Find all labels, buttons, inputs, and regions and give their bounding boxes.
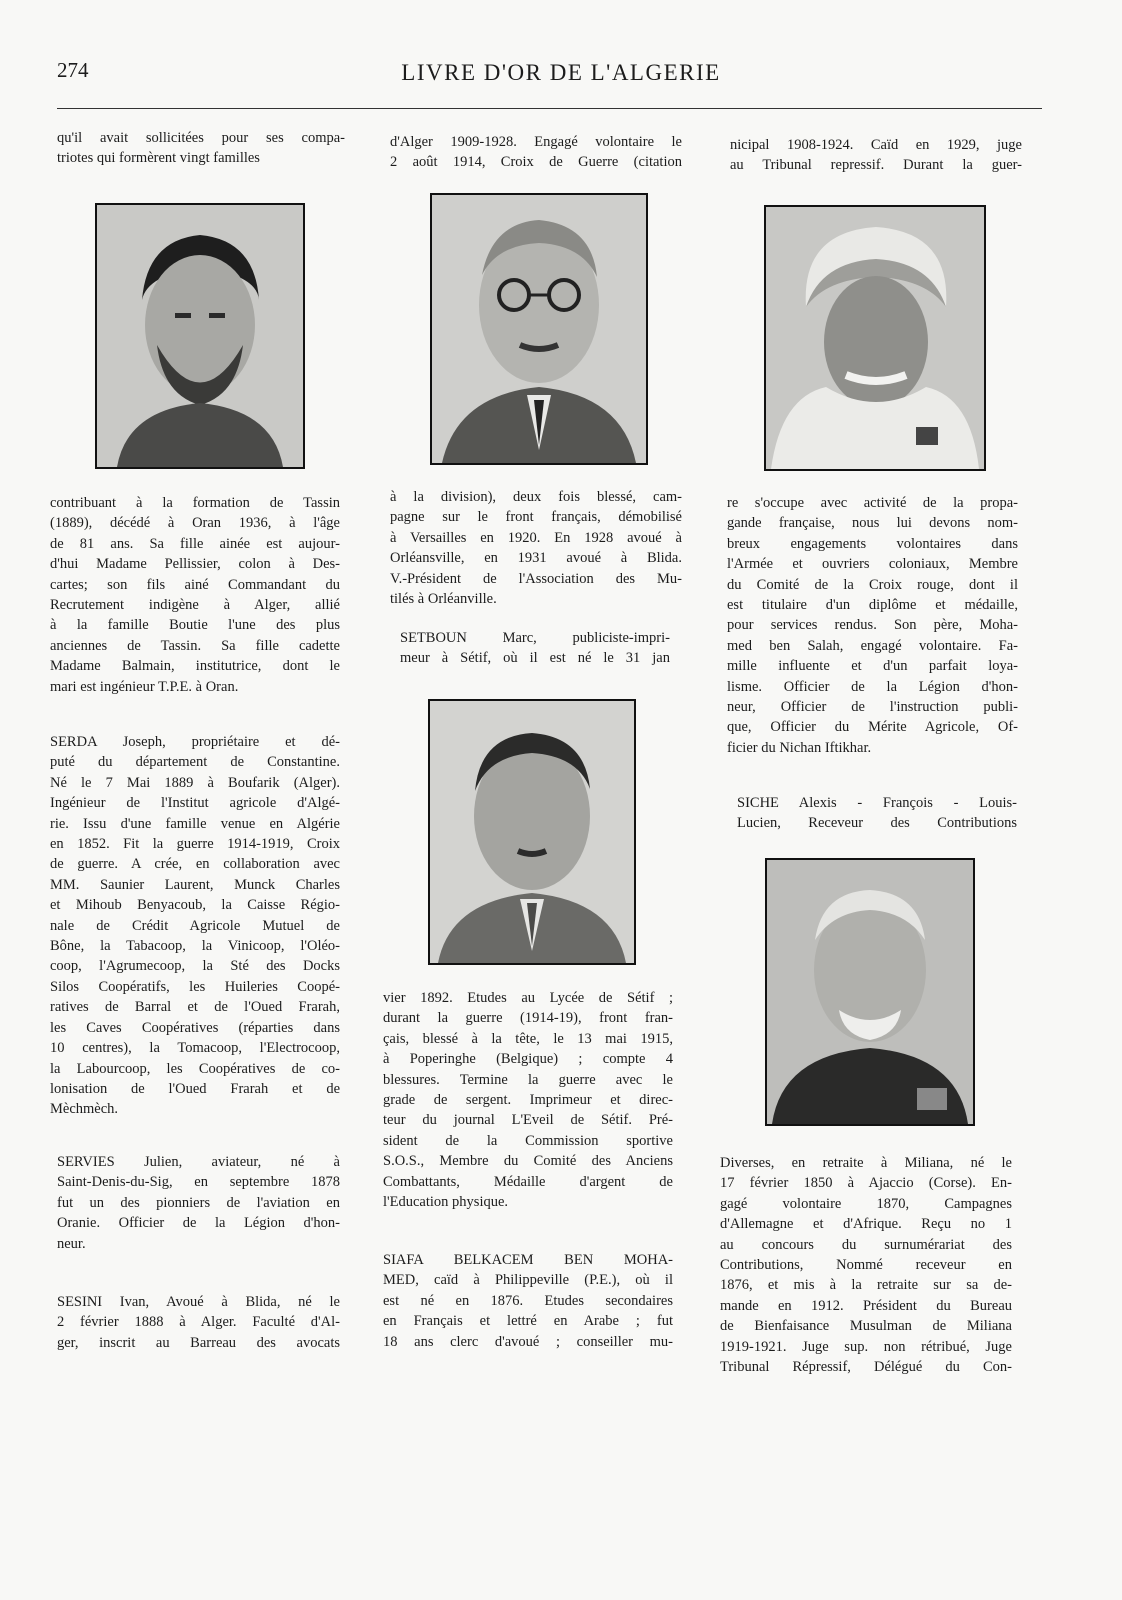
text-line: mille influente et d'un parfait loya-	[727, 658, 1018, 675]
text-line: la Labourcoop, les Coopératives de co-	[50, 1060, 340, 1077]
text-line: d'Alger 1909-1928. Engagé volontaire le	[390, 134, 682, 150]
text-line: blessures. Termine la guerre avec le	[383, 1071, 673, 1088]
text-line: ger, inscrit au Barreau des avocats	[57, 1334, 340, 1351]
text-line: Saint-Denis-du-Sig, en septembre 1878	[57, 1174, 340, 1191]
text-line: neur, Officier de l'instruction publi-	[727, 699, 1018, 716]
text-line: Oranie. Officier de la Légion d'hon-	[57, 1215, 340, 1232]
entry-siche-continued	[720, 1153, 1012, 1377]
text-line: Bône, la Tabacoop, la Vinicoop, l'Oléo-	[50, 938, 340, 955]
text-line: gagé volontaire 1870, Campagnes	[720, 1195, 1012, 1212]
text-line: l'Education physique.	[383, 1194, 509, 1211]
text-line: en Français et lettré en Arabe ; fut	[383, 1313, 673, 1330]
text-line: à la famille Boutie l'une des plus	[50, 617, 340, 634]
text-line: 1919-1921. Juge sup. non rétribué, Juge	[720, 1338, 1012, 1355]
text-line: à Poperinghe (Belgique) ; compte 4	[383, 1051, 673, 1068]
portrait-photo-siche	[765, 858, 975, 1126]
text-line: MED, caïd à Philippeville (P.E.), où il	[383, 1272, 673, 1289]
col2-top-text	[390, 132, 682, 173]
text-line: 2 février 1888 à Alger. Faculté d'Al-	[57, 1314, 340, 1331]
text-line: pagne sur le front français, démobilisé	[390, 509, 682, 526]
text-line: triotes qui formèrent vingt familles	[57, 150, 260, 167]
col3-after-photo-text	[727, 493, 1018, 758]
text-line: Ingénieur de l'Institut agricole d'Algé-	[50, 795, 340, 812]
text-line: Madame Balmain, institutrice, dont le	[50, 658, 340, 675]
text-line: Diverses, en retraite à Miliana, né le	[720, 1155, 1012, 1171]
text-line: teur du journal L'Eveil de Sétif. Pré-	[383, 1112, 673, 1129]
text-line: 1876, et mis à la retraite sur sa de-	[720, 1277, 1012, 1294]
text-line: nale de Crédit Agricole Mutuel de	[50, 917, 340, 934]
text-line: grade de sergent. Imprimeur et direc-	[383, 1092, 673, 1109]
text-line: est titulaire d'un diplôme et médaille,	[727, 597, 1018, 614]
text-line: contribuant à la formation de Tassin	[50, 495, 340, 511]
text-line: de 81 ans. Sa fille ainée est aujour-	[50, 535, 340, 552]
portrait-photo-siafa	[764, 205, 986, 471]
entry-sesini	[57, 1292, 340, 1353]
text-line: Né le 7 Mai 1889 à Boufarik (Alger).	[50, 774, 340, 791]
text-line: çais, blessé à la tête, le 13 mai 1915,	[383, 1030, 673, 1047]
text-line: puté du département de Constantine.	[50, 754, 340, 771]
entry-serda	[50, 732, 340, 1120]
text-line: Recrutement indigène à Alger, allié	[50, 597, 340, 614]
text-line: que, Officier du Mérite Agricole, Of-	[727, 719, 1018, 736]
entry-setboun-continued	[383, 988, 673, 1212]
text-line: au concours du surnumérariat des	[720, 1236, 1012, 1253]
text-line: cartes; son fils ainé Commandant du	[50, 576, 340, 593]
entry-siafa	[383, 1250, 673, 1352]
text-line: à Versailles en 1920. En 1928 avoué à	[390, 529, 682, 546]
text-line: du Comité de la Croix rouge, dont il	[727, 576, 1018, 593]
text-line: l'Armée et ouvriers coloniaux, Membre	[727, 556, 1018, 573]
text-line: est né en 1876. Etudes secondaires	[383, 1292, 673, 1309]
text-line: de Bienfaisance Musulman de Miliana	[720, 1318, 1012, 1335]
text-line: les Caves Coopératives (réparties dans	[50, 1019, 340, 1036]
text-line: Orléansville, en 1931 avoué à Blida.	[390, 550, 682, 567]
running-title: LIVRE D'OR DE L'ALGERIE	[401, 60, 721, 85]
text-line: SERDA Joseph, propriétaire et dé-	[50, 734, 340, 750]
col1-top-text	[57, 128, 345, 169]
text-line: durant la guerre (1914-19), front fran-	[383, 1010, 673, 1027]
text-line: re s'occupe avec activité de la propa-	[727, 495, 1018, 511]
text-line: med ben Salah, engagé volontaire. Fa-	[727, 637, 1018, 654]
col2-after-photo-text	[390, 487, 682, 609]
entry-setboun	[400, 628, 670, 669]
text-line: lisme. Officier de la Légion d'hon-	[727, 678, 1018, 695]
text-line: nicipal 1908-1924. Caïd en 1929, juge	[730, 137, 1022, 153]
text-line: (1889), décédé à Oran 1936, à l'âge	[50, 515, 340, 532]
text-line: SETBOUN Marc, publiciste-impri-	[400, 630, 670, 646]
text-line: coop, l'Agrumecoop, la Sté des Docks	[50, 958, 340, 975]
page-number: 274	[57, 58, 89, 82]
entry-servies	[57, 1152, 340, 1254]
portrait-photo-sesini	[430, 193, 648, 465]
text-line: au Tribunal repressif. Durant la guer-	[730, 157, 1022, 174]
text-line: fut un des pionniers de l'aviation en	[57, 1194, 340, 1211]
text-line: neur.	[57, 1235, 86, 1252]
text-line: d'Allemagne et d'Afrique. Reçu no 1	[720, 1216, 1012, 1233]
text-line: meur à Sétif, où il est né le 31 jan	[400, 650, 670, 667]
text-line: SERVIES Julien, aviateur, né à	[57, 1154, 340, 1170]
text-line: S.O.S., Membre du Comité des Anciens	[383, 1153, 673, 1170]
text-line: Mèchmèch.	[50, 1101, 119, 1118]
text-line: et Mihoub Benyacoub, la Caisse Régio-	[50, 897, 340, 914]
text-line: Contributions, Nommé receveur en	[720, 1257, 1012, 1274]
text-line: MM. Saunier Laurent, Munck Charles	[50, 876, 340, 893]
text-line: lonisation de l'Oued Frarah et de	[50, 1080, 340, 1097]
text-line: breux engagements volontaires dans	[727, 535, 1018, 552]
text-line: anciennes de Tassin. Sa fille cadette	[50, 637, 340, 654]
text-line: pour services rendus. Son père, Moha-	[727, 617, 1018, 634]
text-line: d'hui Madame Pellissier, colon à Des-	[50, 556, 340, 573]
text-line: vier 1892. Etudes au Lycée de Sétif ;	[383, 990, 673, 1006]
header-rule	[57, 108, 1042, 109]
text-line: sident de la Commission sportive	[383, 1132, 673, 1149]
text-line: qu'il avait sollicitées pour ses compa-	[57, 130, 345, 146]
text-line: SICHE Alexis - François - Louis-	[737, 795, 1017, 811]
text-line: V.-Président de l'Association des Mu-	[390, 570, 682, 587]
text-line: de guerre. A crée, en collaboration avec	[50, 856, 340, 873]
text-line: mari est ingénieur T.P.E. à Oran.	[50, 678, 239, 695]
text-line: Combattants, Médaille d'argent de	[383, 1173, 673, 1190]
text-line: gande française, nous lui devons nom-	[727, 515, 1018, 532]
text-line: ficier du Nichan Iftikhar.	[727, 739, 872, 756]
text-line: Tribunal Répressif, Délégué du Con-	[720, 1359, 1012, 1376]
text-line: en 1852. Fit la guerre 1914-1919, Croix	[50, 836, 340, 853]
portrait-photo-setboun	[428, 699, 636, 965]
text-line: Lucien, Receveur des Contributions	[737, 815, 1017, 832]
text-line: 2 août 1914, Croix de Guerre (citation	[390, 154, 682, 171]
col1-tassin-text	[50, 493, 340, 697]
text-line: ratives de Barral et de l'Oued Frarah,	[50, 999, 340, 1016]
text-line: Silos Coopératifs, les Huileries Coopé-	[50, 978, 340, 995]
text-line: rie. Issu d'une famille venue en Algérie	[50, 815, 340, 832]
portrait-photo-tassin	[95, 203, 305, 469]
text-line: à la division), deux fois blessé, cam-	[390, 489, 682, 505]
text-line: 18 ans clerc d'avoué ; conseiller mu-	[383, 1333, 673, 1350]
col3-top-text	[730, 135, 1022, 176]
text-line: mande en 1912. Président du Bureau	[720, 1297, 1012, 1314]
entry-siche	[737, 793, 1017, 834]
text-line: SIAFA BELKACEM BEN MOHA-	[383, 1252, 673, 1268]
text-line: tilés à Orléanville.	[390, 591, 497, 608]
text-line: 17 février 1850 à Ajaccio (Corse). En-	[720, 1175, 1012, 1192]
text-line: SESINI Ivan, Avoué à Blida, né le	[57, 1294, 340, 1310]
text-line: 10 centres), la Tomacoop, l'Electrocoop,	[50, 1040, 340, 1057]
